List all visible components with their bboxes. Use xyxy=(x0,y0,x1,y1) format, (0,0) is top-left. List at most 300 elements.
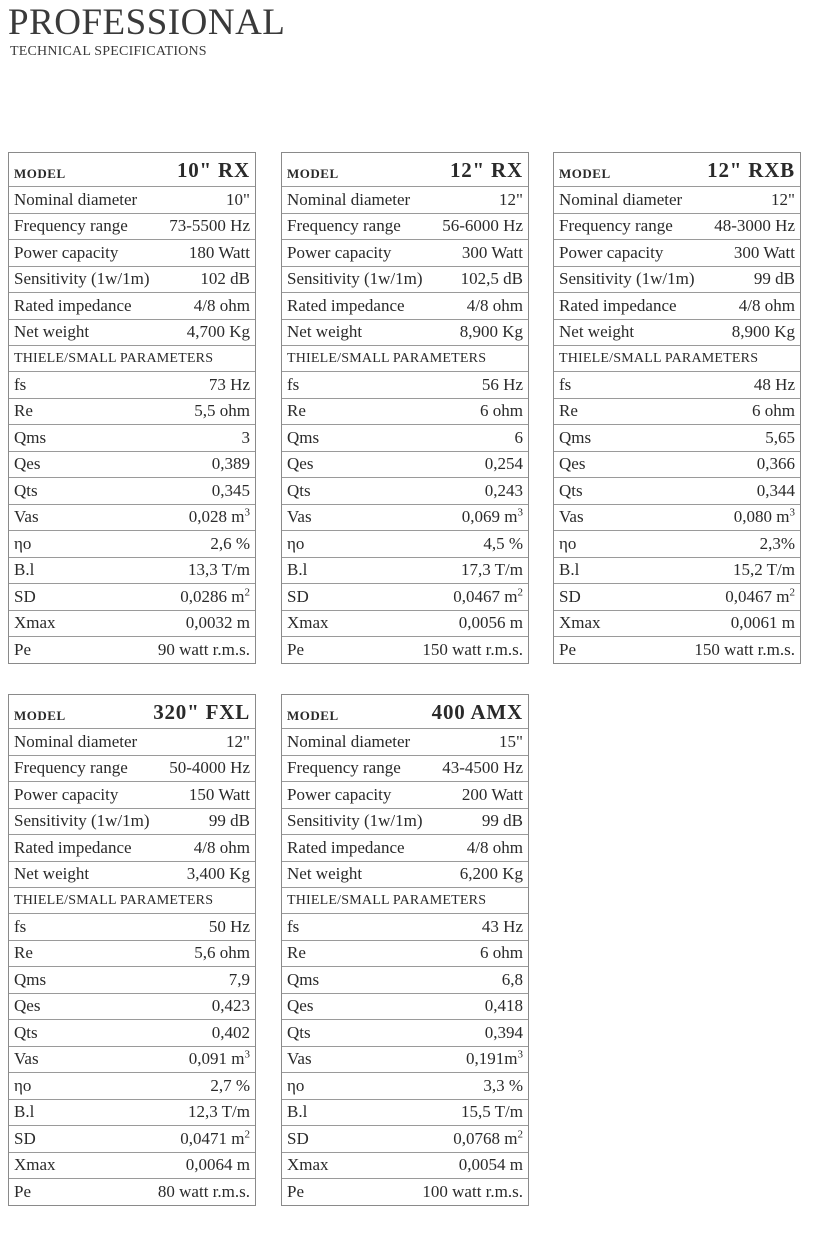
row-fs xyxy=(554,371,800,398)
model-label: MODEL xyxy=(559,165,611,181)
row-power-capacity xyxy=(282,239,528,266)
label: Vas xyxy=(559,507,584,527)
value: 150 watt r.m.s. xyxy=(422,639,523,659)
label: Frequency range xyxy=(14,758,128,778)
label: Power capacity xyxy=(287,784,392,804)
value: 12,3 T/m xyxy=(187,1102,250,1122)
label: Frequency range xyxy=(287,758,401,778)
label: Power capacity xyxy=(287,242,392,262)
label: ηo xyxy=(559,533,577,553)
row-bl xyxy=(282,557,528,584)
row-pe xyxy=(282,636,528,663)
page-subtitle: TECHNICAL SPECIFICATIONS xyxy=(10,44,207,59)
row-xmax xyxy=(9,1152,255,1179)
label: Net weight xyxy=(287,864,363,884)
value: 5,65 xyxy=(765,427,795,447)
row-xmax xyxy=(282,610,528,637)
label: Re xyxy=(287,943,306,963)
row-qts xyxy=(9,477,255,504)
label: Vas xyxy=(14,1049,39,1069)
value: 6 ohm xyxy=(480,401,523,421)
row-vas xyxy=(9,504,255,531)
value: 4/8 ohm xyxy=(193,837,250,857)
spec-table-320-fxl xyxy=(8,694,256,1206)
model-label: MODEL xyxy=(14,165,66,181)
value: 43-4500 Hz xyxy=(442,758,523,778)
row-qms xyxy=(9,966,255,993)
value: 43 Hz xyxy=(481,916,523,936)
value: 6 xyxy=(514,427,523,447)
value: 102 dB xyxy=(200,269,250,289)
value: 4,5 % xyxy=(483,533,523,553)
row-sensitivity xyxy=(282,808,528,835)
value: 5,5 ohm xyxy=(194,401,250,421)
value: 99 dB xyxy=(208,811,250,831)
label: Qts xyxy=(287,1022,311,1042)
value: 0,243 xyxy=(484,480,523,500)
label: Qes xyxy=(14,454,41,474)
model-label: MODEL xyxy=(287,165,339,181)
value: 4/8 ohm xyxy=(466,837,523,857)
value: 3,400 Kg xyxy=(186,864,250,884)
unit-exponent: 2 xyxy=(517,1128,523,1141)
label: Frequency range xyxy=(559,216,673,236)
value: 0,344 xyxy=(756,480,795,500)
row-eta xyxy=(9,1072,255,1099)
thiele-small-heading xyxy=(9,345,255,371)
row-nominal-diameter xyxy=(9,728,255,755)
unit-exponent: 3 xyxy=(517,506,523,519)
thiele-small-heading xyxy=(9,887,255,913)
model-label: MODEL xyxy=(287,707,339,723)
label: Rated impedance xyxy=(14,295,132,315)
label: ηo xyxy=(287,1075,305,1095)
value: 0,366 xyxy=(756,454,795,474)
row-net-weight xyxy=(9,319,255,346)
label: Xmax xyxy=(14,613,56,633)
row-pe xyxy=(282,1178,528,1205)
value: 102,5 dB xyxy=(460,269,523,289)
row-frequency-range xyxy=(9,755,255,782)
label: SD xyxy=(14,1128,36,1148)
label: Qts xyxy=(14,480,38,500)
row-eta xyxy=(282,1072,528,1099)
row-nominal-diameter xyxy=(554,186,800,213)
value: 180 Watt xyxy=(188,242,250,262)
label: Rated impedance xyxy=(14,837,132,857)
value: 6,200 Kg xyxy=(459,864,523,884)
row-qms xyxy=(282,424,528,451)
row-sd xyxy=(554,583,800,610)
value: 50 Hz xyxy=(208,916,250,936)
value: 0,0064 m xyxy=(185,1155,250,1175)
row-xmax xyxy=(9,610,255,637)
row-bl xyxy=(554,557,800,584)
unit-exponent: 3 xyxy=(244,506,250,519)
value: 2,7 % xyxy=(210,1075,250,1095)
value: 6 ohm xyxy=(480,943,523,963)
label: Xmax xyxy=(559,613,601,633)
label: Sensitivity (1w/1m) xyxy=(287,811,423,831)
row-vas xyxy=(282,1046,528,1073)
row-eta xyxy=(282,530,528,557)
label: B.l xyxy=(14,1102,35,1122)
row-power-capacity xyxy=(9,781,255,808)
page-title: PROFESSIONAL xyxy=(8,2,286,43)
value: 90 watt r.m.s. xyxy=(157,639,250,659)
row-fs xyxy=(9,913,255,940)
label: Xmax xyxy=(287,1155,329,1175)
row-qms xyxy=(554,424,800,451)
value: 300 Watt xyxy=(733,242,795,262)
label: ηo xyxy=(14,1075,32,1095)
label: fs xyxy=(559,374,572,394)
sd-value: 0,0467 m xyxy=(453,586,518,606)
row-qts xyxy=(282,477,528,504)
label: B.l xyxy=(287,560,308,580)
value: 3 xyxy=(241,427,250,447)
label: fs xyxy=(14,374,27,394)
value: 100 watt r.m.s. xyxy=(422,1181,523,1201)
label: Pe xyxy=(287,639,304,659)
value: 99 dB xyxy=(753,269,795,289)
row-nominal-diameter xyxy=(282,728,528,755)
value xyxy=(462,507,523,527)
value: 150 Watt xyxy=(188,784,250,804)
value: 0,345 xyxy=(211,480,250,500)
label: Pe xyxy=(14,639,31,659)
value xyxy=(180,587,250,607)
value: 5,6 ohm xyxy=(194,943,250,963)
row-sensitivity xyxy=(9,808,255,835)
label: ηo xyxy=(14,533,32,553)
value xyxy=(725,587,795,607)
label: Qes xyxy=(14,996,41,1016)
label: Rated impedance xyxy=(287,295,405,315)
unit-exponent: 3 xyxy=(244,1048,250,1061)
value: 300 Watt xyxy=(461,242,523,262)
row-power-capacity xyxy=(282,781,528,808)
row-sensitivity xyxy=(9,266,255,293)
value: 56-6000 Hz xyxy=(442,216,523,236)
vas-value: 0,080 m xyxy=(733,507,790,527)
value xyxy=(453,587,523,607)
value: 200 Watt xyxy=(461,784,523,804)
label: Pe xyxy=(14,1181,31,1201)
row-vas xyxy=(554,504,800,531)
value: 0,0032 m xyxy=(185,613,250,633)
value: 0,394 xyxy=(484,1022,523,1042)
thiele-small-heading xyxy=(554,345,800,371)
label: Sensitivity (1w/1m) xyxy=(14,811,150,831)
label: Qms xyxy=(14,969,47,989)
value: 4/8 ohm xyxy=(193,295,250,315)
unit-exponent: 2 xyxy=(244,1128,250,1141)
label: Nominal diameter xyxy=(287,189,411,209)
spec-table-12-rx xyxy=(281,152,529,664)
label: fs xyxy=(14,916,27,936)
row-rated-impedance xyxy=(9,292,255,319)
label: Qts xyxy=(287,480,311,500)
row-bl xyxy=(9,557,255,584)
value: 15,5 T/m xyxy=(460,1102,523,1122)
label: fs xyxy=(287,374,300,394)
vas-value: 0,069 m xyxy=(461,507,518,527)
label: Nominal diameter xyxy=(559,189,683,209)
label: Power capacity xyxy=(14,242,119,262)
row-qts xyxy=(282,1019,528,1046)
row-nominal-diameter xyxy=(282,186,528,213)
row-qms xyxy=(9,424,255,451)
row-sd xyxy=(9,1125,255,1152)
row-fs xyxy=(9,371,255,398)
value: 12" xyxy=(771,189,795,209)
section-heading: THIELE/SMALL PARAMETERS xyxy=(14,350,214,366)
value: 6 ohm xyxy=(752,401,795,421)
row-qes xyxy=(9,993,255,1020)
label: Nominal diameter xyxy=(14,731,138,751)
table-header xyxy=(282,153,528,186)
label: Re xyxy=(559,401,578,421)
unit-exponent: 2 xyxy=(517,586,523,599)
label: Vas xyxy=(14,507,39,527)
row-qes xyxy=(282,451,528,478)
label: SD xyxy=(14,586,36,606)
value: 80 watt r.m.s. xyxy=(157,1181,250,1201)
label: Re xyxy=(287,401,306,421)
vas-value: 0,191m xyxy=(466,1049,518,1069)
value: 73-5500 Hz xyxy=(169,216,250,236)
row-re xyxy=(282,398,528,425)
label: Re xyxy=(14,401,33,421)
section-heading: THIELE/SMALL PARAMETERS xyxy=(14,892,214,908)
row-pe xyxy=(9,636,255,663)
label: Nominal diameter xyxy=(14,189,138,209)
label: SD xyxy=(287,586,309,606)
value: 0,0056 m xyxy=(458,613,523,633)
section-heading: THIELE/SMALL PARAMETERS xyxy=(287,350,487,366)
row-fs xyxy=(282,371,528,398)
label: Qes xyxy=(287,996,314,1016)
spec-table-10-rx xyxy=(8,152,256,664)
label: Qts xyxy=(559,480,583,500)
label: Qms xyxy=(559,427,592,447)
row-bl xyxy=(9,1099,255,1126)
value xyxy=(180,1129,250,1149)
value: 0,0054 m xyxy=(458,1155,523,1175)
row-qts xyxy=(554,477,800,504)
unit-exponent: 3 xyxy=(789,506,795,519)
sd-value: 0,0768 m xyxy=(453,1128,518,1148)
model-label: MODEL xyxy=(14,707,66,723)
row-frequency-range xyxy=(282,755,528,782)
model-name: 12" RXB xyxy=(707,158,795,182)
row-bl xyxy=(282,1099,528,1126)
value: 4/8 ohm xyxy=(466,295,523,315)
row-pe xyxy=(9,1178,255,1205)
row-power-capacity xyxy=(554,239,800,266)
value: 15" xyxy=(499,731,523,751)
label: Qms xyxy=(287,969,320,989)
label: Sensitivity (1w/1m) xyxy=(14,269,150,289)
row-net-weight xyxy=(282,861,528,888)
label: B.l xyxy=(559,560,580,580)
row-sd xyxy=(282,583,528,610)
label: Pe xyxy=(559,639,576,659)
label: Frequency range xyxy=(287,216,401,236)
row-rated-impedance xyxy=(282,292,528,319)
label: Rated impedance xyxy=(559,295,677,315)
row-frequency-range xyxy=(9,213,255,240)
model-name: 10" RX xyxy=(176,158,250,182)
row-vas xyxy=(9,1046,255,1073)
row-rated-impedance xyxy=(9,834,255,861)
row-eta xyxy=(9,530,255,557)
value: 0,418 xyxy=(484,996,523,1016)
value: 4,700 Kg xyxy=(186,322,250,342)
value: 0,423 xyxy=(211,996,250,1016)
value: 12" xyxy=(226,731,250,751)
label: Frequency range xyxy=(14,216,128,236)
row-qes xyxy=(9,451,255,478)
sd-value: 0,0467 m xyxy=(725,586,790,606)
model-name: 320" FXL xyxy=(153,700,250,724)
row-frequency-range xyxy=(554,213,800,240)
label: Net weight xyxy=(287,322,363,342)
row-net-weight xyxy=(9,861,255,888)
row-power-capacity xyxy=(9,239,255,266)
row-xmax xyxy=(554,610,800,637)
spec-table-12-rxb xyxy=(553,152,801,664)
row-eta xyxy=(554,530,800,557)
label: SD xyxy=(559,586,581,606)
label: B.l xyxy=(287,1102,308,1122)
value: 0,254 xyxy=(484,454,523,474)
label: fs xyxy=(287,916,300,936)
value: 48-3000 Hz xyxy=(714,216,795,236)
value: 99 dB xyxy=(481,811,523,831)
label: SD xyxy=(287,1128,309,1148)
label: Qms xyxy=(287,427,320,447)
row-vas xyxy=(282,504,528,531)
row-net-weight xyxy=(554,319,800,346)
value: 10" xyxy=(226,189,250,209)
unit-exponent: 3 xyxy=(517,1048,523,1061)
table-header xyxy=(9,153,255,186)
value: 150 watt r.m.s. xyxy=(694,639,795,659)
vas-value: 0,028 m xyxy=(188,507,245,527)
section-heading: THIELE/SMALL PARAMETERS xyxy=(559,350,759,366)
label: Net weight xyxy=(14,864,90,884)
table-header xyxy=(282,695,528,728)
row-re xyxy=(554,398,800,425)
row-qes xyxy=(282,993,528,1020)
unit-exponent: 2 xyxy=(244,586,250,599)
value: 50-4000 Hz xyxy=(169,758,250,778)
label: Xmax xyxy=(287,613,329,633)
label: Re xyxy=(14,943,33,963)
sd-value: 0,0286 m xyxy=(180,586,245,606)
value xyxy=(189,1049,250,1069)
label: Pe xyxy=(287,1181,304,1201)
row-fs xyxy=(282,913,528,940)
label: Vas xyxy=(287,1049,312,1069)
value: 2,6 % xyxy=(210,533,250,553)
value: 17,3 T/m xyxy=(460,560,523,580)
value: 13,3 T/m xyxy=(187,560,250,580)
thiele-small-heading xyxy=(282,887,528,913)
row-frequency-range xyxy=(282,213,528,240)
row-net-weight xyxy=(282,319,528,346)
row-re xyxy=(9,398,255,425)
row-qts xyxy=(9,1019,255,1046)
thiele-small-heading xyxy=(282,345,528,371)
value xyxy=(466,1049,523,1069)
row-sd xyxy=(9,583,255,610)
unit-exponent: 2 xyxy=(789,586,795,599)
value: 0,389 xyxy=(211,454,250,474)
label: Nominal diameter xyxy=(287,731,411,751)
model-name: 12" RX xyxy=(449,158,523,182)
label: Sensitivity (1w/1m) xyxy=(559,269,695,289)
row-sd xyxy=(282,1125,528,1152)
label: Power capacity xyxy=(559,242,664,262)
table-header xyxy=(9,695,255,728)
value: 7,9 xyxy=(228,969,250,989)
label: Net weight xyxy=(559,322,635,342)
row-nominal-diameter xyxy=(9,186,255,213)
value: 12" xyxy=(499,189,523,209)
value: 6,8 xyxy=(501,969,523,989)
row-re xyxy=(282,940,528,967)
value: 2,3% xyxy=(759,533,795,553)
value: 4/8 ohm xyxy=(738,295,795,315)
row-xmax xyxy=(282,1152,528,1179)
label: Qms xyxy=(14,427,47,447)
spec-table-400-amx xyxy=(281,694,529,1206)
row-rated-impedance xyxy=(282,834,528,861)
row-re xyxy=(9,940,255,967)
value xyxy=(453,1129,523,1149)
row-qes xyxy=(554,451,800,478)
label: Xmax xyxy=(14,1155,56,1175)
sd-value: 0,0471 m xyxy=(180,1128,245,1148)
value: 56 Hz xyxy=(481,374,523,394)
label: ηo xyxy=(287,533,305,553)
label: Net weight xyxy=(14,322,90,342)
label: Qts xyxy=(14,1022,38,1042)
value: 0,0061 m xyxy=(730,613,795,633)
value: 8,900 Kg xyxy=(731,322,795,342)
row-rated-impedance xyxy=(554,292,800,319)
model-name: 400 AMX xyxy=(431,700,523,724)
label: Qes xyxy=(287,454,314,474)
row-sensitivity xyxy=(554,266,800,293)
label: Rated impedance xyxy=(287,837,405,857)
row-pe xyxy=(554,636,800,663)
value: 8,900 Kg xyxy=(459,322,523,342)
row-sensitivity xyxy=(282,266,528,293)
table-header xyxy=(554,153,800,186)
label: B.l xyxy=(14,560,35,580)
value xyxy=(189,507,250,527)
value: 3,3 % xyxy=(483,1075,523,1095)
value: 48 Hz xyxy=(753,374,795,394)
value: 15,2 T/m xyxy=(732,560,795,580)
value: 73 Hz xyxy=(208,374,250,394)
value: 0,402 xyxy=(211,1022,250,1042)
row-qms xyxy=(282,966,528,993)
